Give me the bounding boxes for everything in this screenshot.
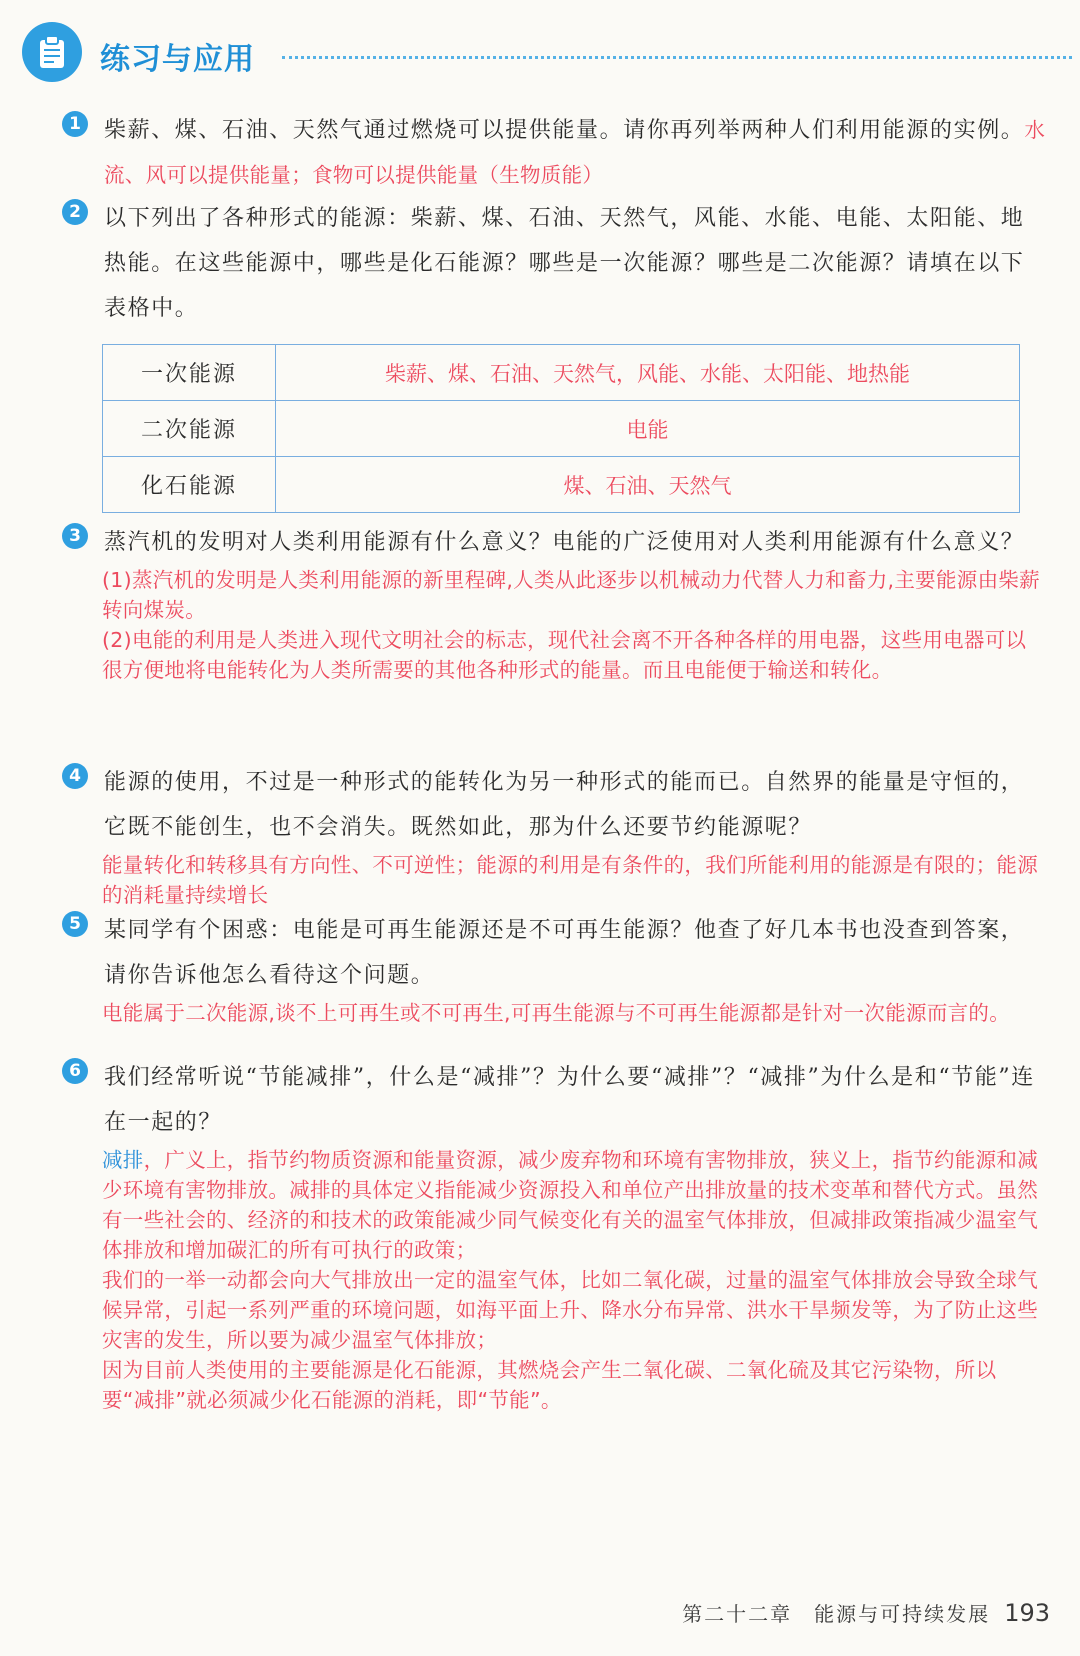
answer-block — [102, 565, 1047, 685]
question-number: 4 — [62, 763, 88, 789]
page-number: 193 — [1004, 1599, 1050, 1627]
question-text: 能源的使用，不过是一种形式的能转化为另一种形式的能而已。自然界的能量是守恒的，它既不能创生，也不会消失。既然如此，那为什么还要节约能源呢？ — [104, 770, 1025, 840]
question-number: 1 — [62, 111, 88, 137]
question-2 — [62, 196, 1047, 331]
row-answer: 煤、石油、天然气 — [276, 457, 1020, 513]
answer-text: (2)电能的利用是人类进入现代文明社会的标志，现代社会离不开各种各样的用电器，这些用电器可以很方便地将电能转化为人类所需要的其他各种形式的能量。而且电能便于输送和转化。 — [102, 628, 1027, 682]
page-footer — [682, 1598, 1050, 1627]
energy-table — [102, 344, 1020, 513]
answer-text: 因为目前人类使用的主要能源是化石能源，其燃烧会产生二氧化碳、二氧化硫及其它污染物，所以要“减排”就必须减少化石能源的消耗，即“节能”。 — [102, 1358, 997, 1412]
question-4 — [62, 760, 1047, 910]
question-text: 蒸汽机的发明对人类利用能源有什么意义？电能的广泛使用对人类利用能源有什么意义？ — [104, 530, 1025, 555]
table-row — [103, 401, 1020, 457]
question-number: 6 — [62, 1058, 88, 1084]
question-number: 3 — [62, 523, 88, 549]
question-1 — [62, 108, 1047, 198]
question-text: 我们经常听说“节能减排”，什么是“减排”？为什么要“减排”？“减排”为什么是和“节能”连在一起的？ — [104, 1065, 1035, 1135]
chapter-title: 第二十二章 能源与可持续发展 — [682, 1602, 991, 1626]
section-title: 练习与应用 — [100, 42, 255, 77]
exercise-clipboard-icon — [22, 22, 82, 82]
question-text: 某同学有个困惑：电能是可再生能源还是不可再生能源？他查了好几本书也没查到答案，请你告诉他怎么看待这个问题。 — [104, 918, 1025, 988]
row-label: 化石能源 — [103, 457, 276, 513]
question-number: 2 — [62, 199, 88, 225]
question-number: 5 — [62, 911, 88, 937]
question-text: 以下列出了各种形式的能源：柴薪、煤、石油、天然气，风能、水能、电能、太阳能、地热能。在这些能源中，哪些是化石能源？哪些是一次能源？哪些是二次能源？请填在以下表格中。 — [104, 206, 1025, 321]
answer-block — [102, 1145, 1047, 1415]
answer-text: 我们的一举一动都会向大气排放出一定的温室气体，比如二氧化碳，过量的温室气体排放会导致全球气候异常，引起一系列严重的环境问题，如海平面上升、降水分布异常、洪水干旱频发等，为了防止这些灾害的发生，所以要为减少温室气体排放； — [102, 1268, 1038, 1352]
table-row — [103, 457, 1020, 513]
section-header — [22, 20, 1062, 90]
row-answer: 电能 — [276, 401, 1020, 457]
answer-text: 水流、风可以提供能量；食物可以提供能量（生物质能） — [104, 118, 1046, 187]
question-3 — [62, 520, 1047, 685]
answer-text: 减排，广义上，指节约物质资源和能量资源，减少废弃物和环境有害物排放，狭义上，指节约能源和减少环境有害物排放。减排的具体定义指能减少资源投入和单位产出排放量的技术变革和替代方式。虽然有一些社会的、经济的和技术的政策能减少同气候变化有关的温室气体排放，但减排政策指减少温室气体排放和增加碳汇的所有可执行的政策； — [102, 1148, 1039, 1262]
dotted-divider — [282, 56, 1072, 59]
question-5 — [62, 908, 1047, 1028]
answer-text: (1)蒸汽机的发明是人类利用能源的新里程碑,人类从此逐步以机械动力代替人力和畜力,主要能源由柴薪转向煤炭。 — [102, 568, 1040, 622]
answer-text: 电能属于二次能源,谈不上可再生或不可再生,可再生能源与不可再生能源都是针对一次能源而言的。 — [102, 1001, 1011, 1025]
answer-keyword: 减排 — [102, 1148, 144, 1172]
question-text: 柴薪、煤、石油、天然气通过燃烧可以提供能量。请你再列举两种人们利用能源的实例。水流、风可以提供能量；食物可以提供能量（生物质能） — [104, 118, 1046, 187]
row-answer: 柴薪、煤、石油、天然气，风能、水能、太阳能、地热能 — [276, 345, 1020, 401]
table-row — [103, 345, 1020, 401]
answer-text: 能量转化和转移具有方向性、不可逆性；能源的利用是有条件的，我们所能利用的能源是有限的；能源的消耗量持续增长 — [102, 853, 1038, 907]
question-6 — [62, 1055, 1047, 1415]
row-label: 一次能源 — [103, 345, 276, 401]
answer-block — [102, 998, 1047, 1028]
row-label: 二次能源 — [103, 401, 276, 457]
answer-block — [102, 850, 1047, 910]
